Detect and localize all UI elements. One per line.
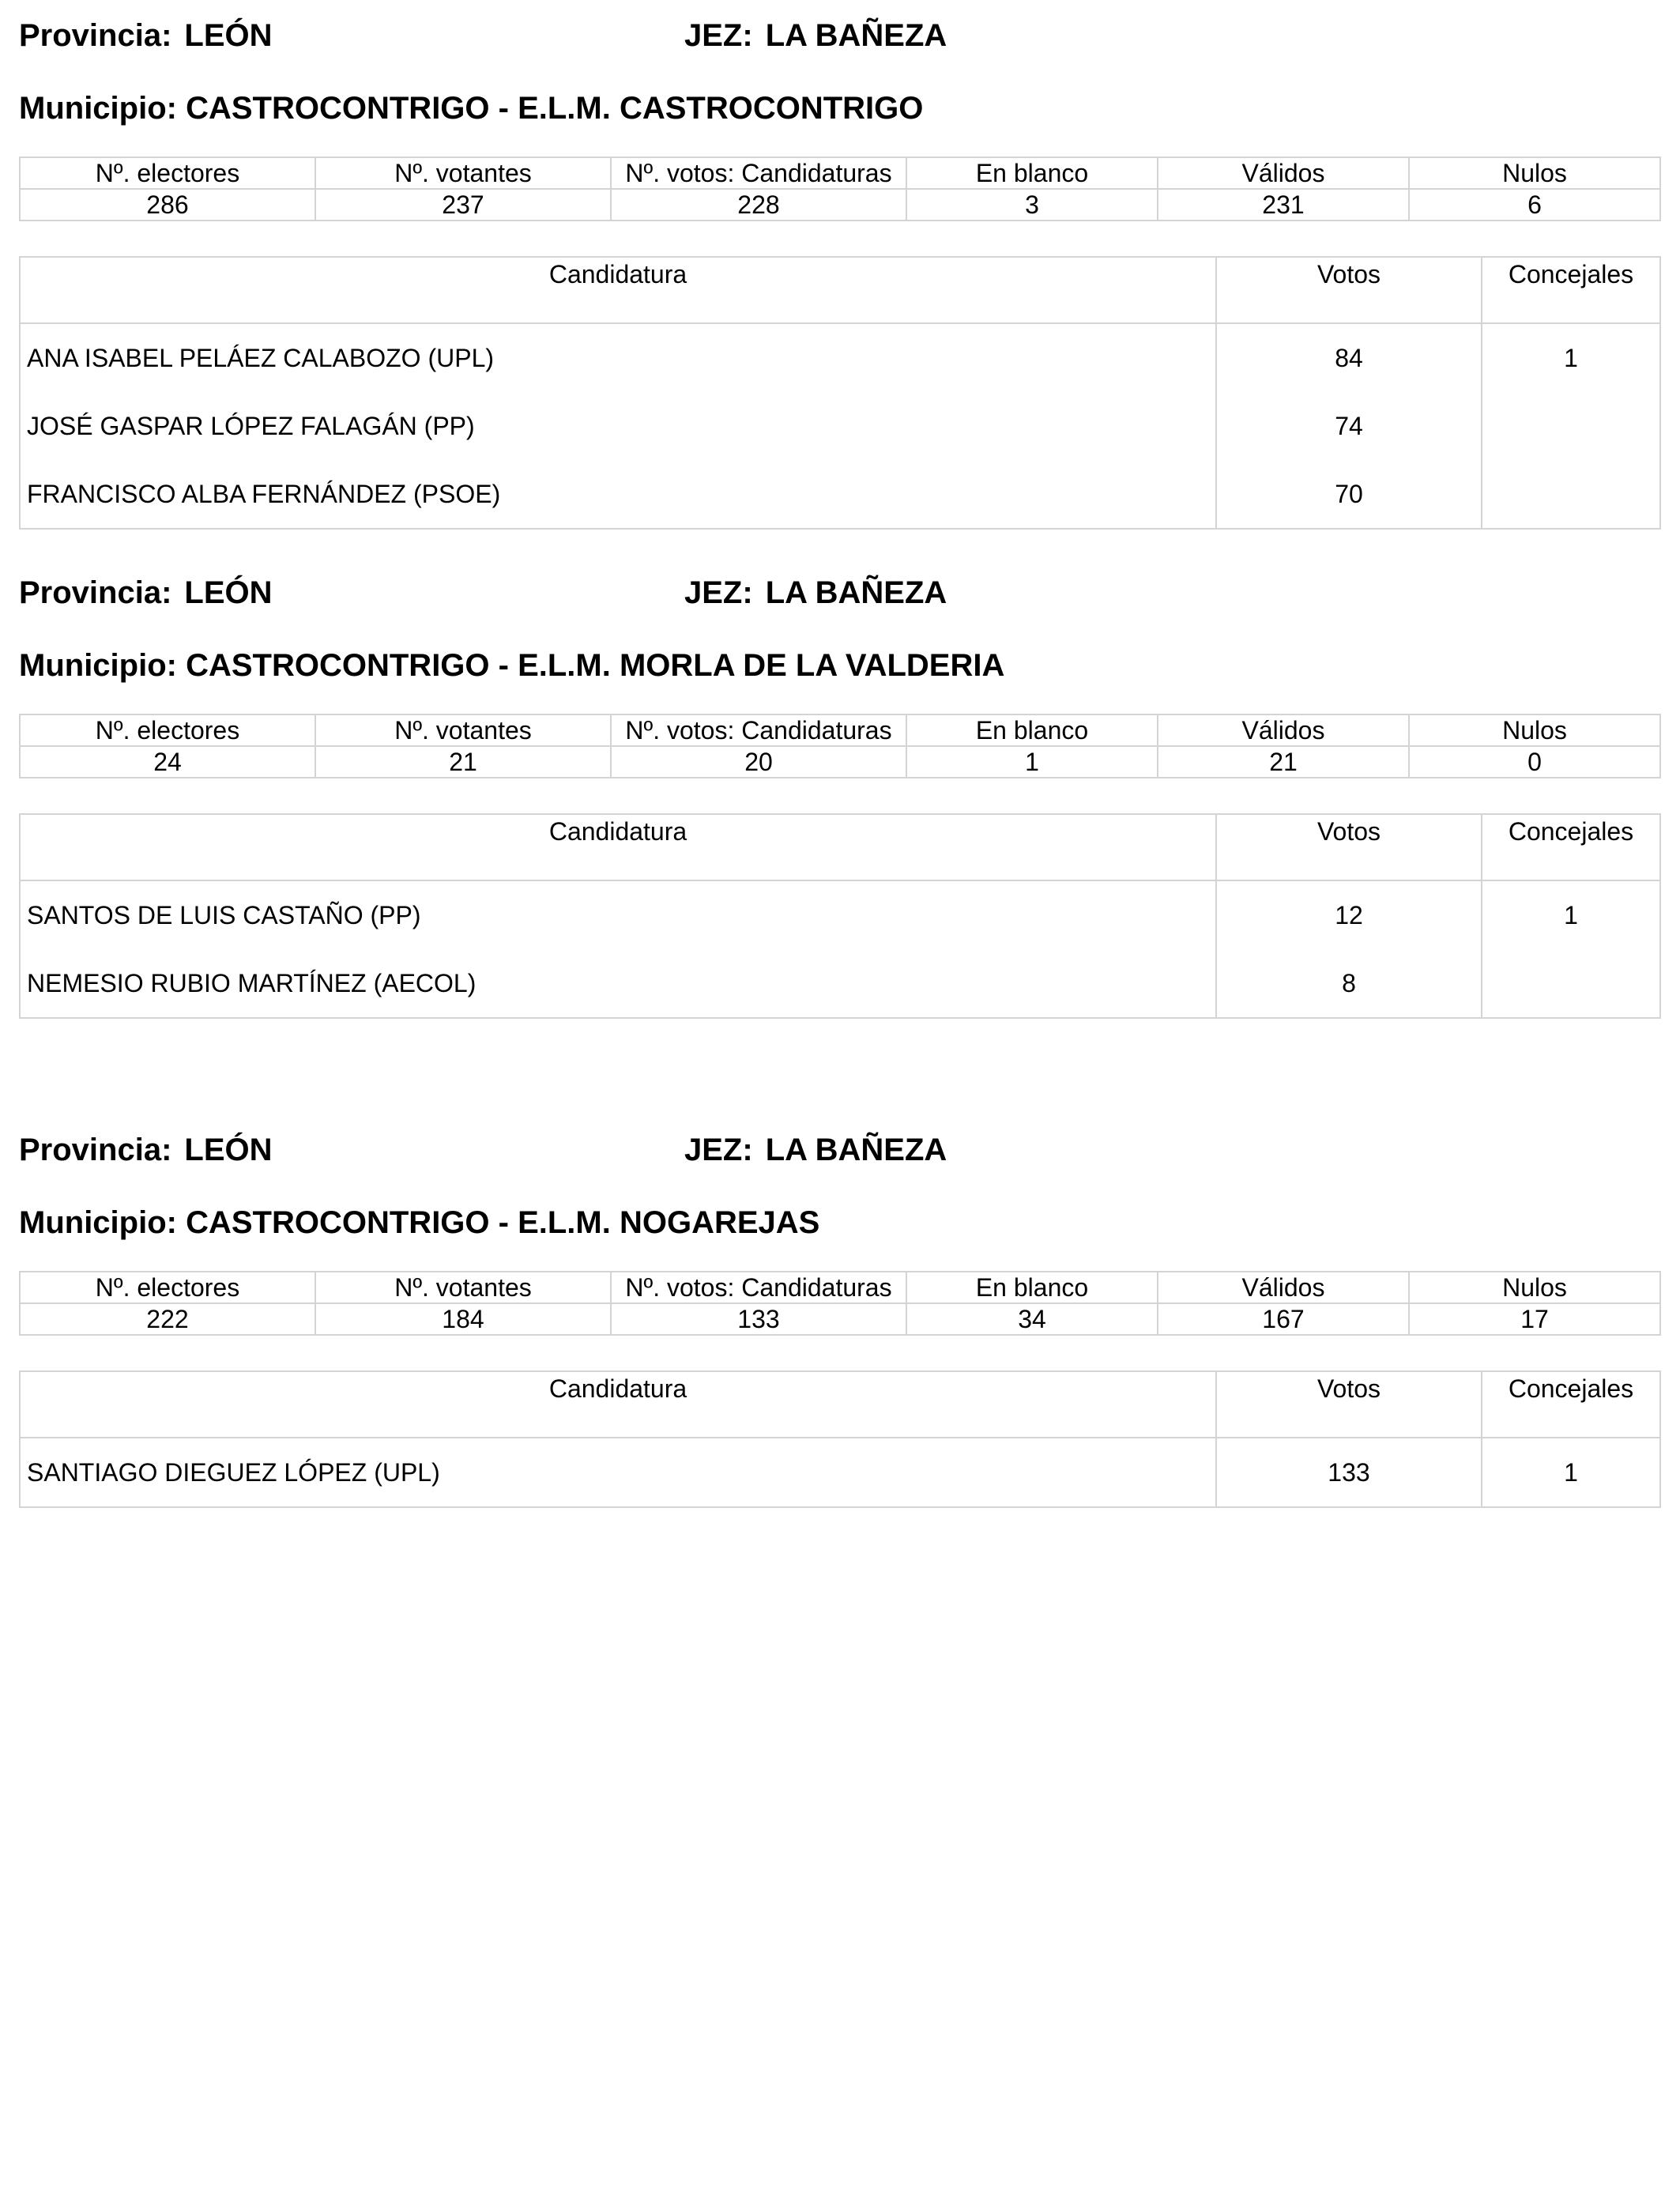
candidate-row bbox=[20, 460, 1660, 529]
stats-header-cell: Nulos bbox=[1409, 714, 1660, 746]
candidate-concejales: 1 bbox=[1482, 880, 1660, 949]
jez-label: JEZ: bbox=[684, 1133, 753, 1167]
candidate-row bbox=[20, 392, 1660, 460]
candidate-votos: 74 bbox=[1216, 392, 1482, 460]
stats-header-cell: Nº. votantes bbox=[315, 157, 611, 189]
stats-value-cell: 0 bbox=[1409, 746, 1660, 778]
stats-value-cell: 184 bbox=[315, 1303, 611, 1335]
stats-value-cell: 133 bbox=[611, 1303, 906, 1335]
stats-value-cell: 167 bbox=[1158, 1303, 1409, 1335]
stats-header-cell: En blanco bbox=[906, 714, 1158, 746]
provincia-field bbox=[19, 1130, 273, 1170]
stats-value-cell: 237 bbox=[315, 189, 611, 221]
jez-label: JEZ: bbox=[684, 575, 753, 610]
results-header-row bbox=[20, 1371, 1660, 1438]
candidate-concejales: 1 bbox=[1482, 1438, 1660, 1507]
stats-value-cell: 222 bbox=[20, 1303, 315, 1335]
stats-value-cell: 6 bbox=[1409, 189, 1660, 221]
stats-value-cell: 24 bbox=[20, 746, 315, 778]
stats-value-row bbox=[20, 746, 1660, 778]
jez-value: LA BAÑEZA bbox=[765, 18, 947, 53]
provincia-label: Provincia: bbox=[19, 1133, 172, 1167]
stats-header-cell: Nº. votantes bbox=[315, 1272, 611, 1303]
candidate-name: ANA ISABEL PELÁEZ CALABOZO (UPL) bbox=[20, 323, 1216, 392]
municipio-label: Municipio: bbox=[19, 648, 177, 683]
votos-header: Votos bbox=[1216, 814, 1482, 880]
stats-value-cell: 21 bbox=[315, 746, 611, 778]
stats-value-cell: 1 bbox=[906, 746, 1158, 778]
votos-header: Votos bbox=[1216, 1371, 1482, 1438]
candidate-row bbox=[20, 949, 1660, 1018]
stats-value-cell: 286 bbox=[20, 189, 315, 221]
jez-value: LA BAÑEZA bbox=[765, 575, 947, 610]
candidate-name: NEMESIO RUBIO MARTÍNEZ (AECOL) bbox=[20, 949, 1216, 1018]
stats-value-cell: 231 bbox=[1158, 189, 1409, 221]
results-table bbox=[19, 813, 1661, 1019]
results-table bbox=[19, 1370, 1661, 1508]
concejales-header: Concejales bbox=[1482, 814, 1660, 880]
concejales-header: Concejales bbox=[1482, 1371, 1660, 1438]
stats-header-cell: Nº. electores bbox=[20, 714, 315, 746]
candidate-concejales bbox=[1482, 949, 1660, 1018]
provincia-label: Provincia: bbox=[19, 575, 172, 610]
candidate-name: SANTOS DE LUIS CASTAÑO (PP) bbox=[20, 880, 1216, 949]
candidate-name: SANTIAGO DIEGUEZ LÓPEZ (UPL) bbox=[20, 1438, 1216, 1507]
section-header bbox=[19, 16, 1659, 55]
section-header bbox=[19, 573, 1659, 613]
stats-table bbox=[19, 714, 1661, 778]
candidate-name: JOSÉ GASPAR LÓPEZ FALAGÁN (PP) bbox=[20, 392, 1216, 460]
stats-header-cell: Nulos bbox=[1409, 1272, 1660, 1303]
concejales-header: Concejales bbox=[1482, 257, 1660, 323]
stats-value-row bbox=[20, 1303, 1660, 1335]
stats-header-cell: Nº. votantes bbox=[315, 714, 611, 746]
candidate-votos: 8 bbox=[1216, 949, 1482, 1018]
jez-field bbox=[684, 1130, 947, 1170]
stats-value-row bbox=[20, 189, 1660, 221]
provincia-value: LEÓN bbox=[184, 575, 273, 610]
stats-header-row bbox=[20, 1272, 1660, 1303]
stats-header-row bbox=[20, 714, 1660, 746]
candidate-concejales bbox=[1482, 392, 1660, 460]
candidate-concejales bbox=[1482, 460, 1660, 529]
results-header-row bbox=[20, 814, 1660, 880]
candidatura-header: Candidatura bbox=[20, 814, 1216, 880]
stats-table bbox=[19, 1271, 1661, 1336]
jez-label: JEZ: bbox=[684, 18, 753, 53]
stats-value-cell: 3 bbox=[906, 189, 1158, 221]
candidate-row bbox=[20, 323, 1660, 392]
municipio-value: CASTROCONTRIGO - E.L.M. CASTROCONTRIGO bbox=[186, 91, 924, 126]
stats-header-cell: Nº. electores bbox=[20, 157, 315, 189]
candidate-votos: 84 bbox=[1216, 323, 1482, 392]
municipio-label: Municipio: bbox=[19, 1205, 177, 1240]
provincia-value: LEÓN bbox=[184, 18, 273, 53]
candidate-name: FRANCISCO ALBA FERNÁNDEZ (PSOE) bbox=[20, 460, 1216, 529]
votos-header: Votos bbox=[1216, 257, 1482, 323]
stats-table bbox=[19, 156, 1661, 221]
candidate-row bbox=[20, 880, 1660, 949]
candidate-concejales: 1 bbox=[1482, 323, 1660, 392]
stats-value-cell: 228 bbox=[611, 189, 906, 221]
municipio-field bbox=[19, 89, 1659, 128]
municipio-value: CASTROCONTRIGO - E.L.M. MORLA DE LA VALDERIA bbox=[186, 648, 1005, 683]
municipio-field bbox=[19, 646, 1659, 685]
stats-header-cell: En blanco bbox=[906, 157, 1158, 189]
jez-field bbox=[684, 573, 947, 613]
stats-value-cell: 21 bbox=[1158, 746, 1409, 778]
provincia-value: LEÓN bbox=[184, 1133, 273, 1167]
stats-header-cell: Nulos bbox=[1409, 157, 1660, 189]
candidate-votos: 12 bbox=[1216, 880, 1482, 949]
candidatura-header: Candidatura bbox=[20, 257, 1216, 323]
stats-header-cell: Nº. electores bbox=[20, 1272, 315, 1303]
jez-field bbox=[684, 16, 947, 55]
stats-header-cell: Válidos bbox=[1158, 157, 1409, 189]
stats-header-cell: Nº. votos: Candidaturas bbox=[611, 714, 906, 746]
municipio-value: CASTROCONTRIGO - E.L.M. NOGAREJAS bbox=[186, 1205, 820, 1240]
provincia-field bbox=[19, 16, 273, 55]
candidate-votos: 133 bbox=[1216, 1438, 1482, 1507]
candidate-votos: 70 bbox=[1216, 460, 1482, 529]
candidate-row bbox=[20, 1438, 1660, 1507]
stats-header-cell: Nº. votos: Candidaturas bbox=[611, 1272, 906, 1303]
stats-header-cell: Válidos bbox=[1158, 1272, 1409, 1303]
stats-header-row bbox=[20, 157, 1660, 189]
candidatura-header: Candidatura bbox=[20, 1371, 1216, 1438]
provincia-field bbox=[19, 573, 273, 613]
results-header-row bbox=[20, 257, 1660, 323]
municipio-field bbox=[19, 1203, 1659, 1242]
stats-value-cell: 17 bbox=[1409, 1303, 1660, 1335]
provincia-label: Provincia: bbox=[19, 18, 172, 53]
stats-value-cell: 20 bbox=[611, 746, 906, 778]
results-table bbox=[19, 256, 1661, 530]
municipio-label: Municipio: bbox=[19, 91, 177, 126]
stats-header-cell: Válidos bbox=[1158, 714, 1409, 746]
section-header bbox=[19, 1130, 1659, 1170]
stats-header-cell: En blanco bbox=[906, 1272, 1158, 1303]
stats-header-cell: Nº. votos: Candidaturas bbox=[611, 157, 906, 189]
jez-value: LA BAÑEZA bbox=[765, 1133, 947, 1167]
stats-value-cell: 34 bbox=[906, 1303, 1158, 1335]
